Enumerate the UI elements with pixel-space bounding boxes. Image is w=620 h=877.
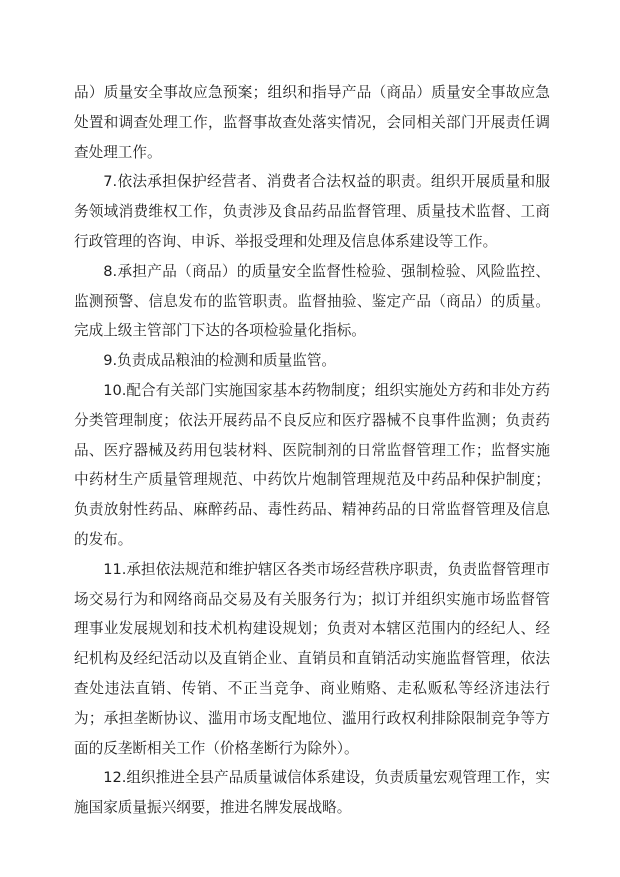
paragraph-item-9: 9.负责成品粮油的检测和质量监管。 xyxy=(103,352,337,370)
paragraph-item-12: 12.组织推进全县产品质量诚信体系建设，负责质量宏观管理工作，实施国家质量振兴纲要，推进名牌发展战略。 xyxy=(74,769,550,817)
paragraph-item-10: 10.配合有关部门实施国家基本药物制度；组织实施处方药和非处方药分类管理制度；依法开展药品不良反应和医疗器械不良事件监测；负责药品、医疗器械及药用包装材料、医院制剂的日常监督管理工作；监督实施中药材生产质量管理规范、中药饮片炮制管理规范及中药品种保护制度；负责放射性药品、麻醉药品、毒性药品、精神药品的日常监督管理及信息的发布。 xyxy=(74,381,550,548)
document-body xyxy=(74,78,550,823)
paragraph-item-8: 8.承担产品（商品）的质量安全监督性检验、强制检验、风险监控、监测预警、信息发布的监管职责。监督抽验、鉴定产品（商品）的质量。完成上级主管部门下达的各项检验量化指标。 xyxy=(74,262,550,340)
paragraph-item-7: 7.依法承担保护经营者、消费者合法权益的职责。组织开展质量和服务领域消费维权工作，负责涉及食品药品监督管理、质量技术监督、工商行政管理的咨询、申诉、举报受理和处理及信息体系建设等工作。 xyxy=(74,173,550,250)
paragraph-item-11: 11.承担依法规范和维护辖区各类市场经营秩序职责，负责监督管理市场交易行为和网络商品交易及有关服务行为；拟订并组织实施市场监督管理事业发展规划和技术机构建设规划；负责对本辖区范围内的经纪人、经纪机构及经纪活动以及直销企业、直销员和直销活动实施监督管理，依法查处违法直销、传销、不正当竞争、商业贿赂、走私贩私等经济违法行为；承担垄断协议、滥用市场支配地位、滥用行政权利排除限制竞争等方面的反垄断相关工作（价格垄断行为除外）。 xyxy=(74,560,550,757)
paragraph-continuation: 品）质量安全事故应急预案；组织和指导产品（商品）质量安全事故应急处置和调查处理工作，监督事故查处落实情况，会同相关部门开展责任调查处理工作。 xyxy=(74,84,550,161)
